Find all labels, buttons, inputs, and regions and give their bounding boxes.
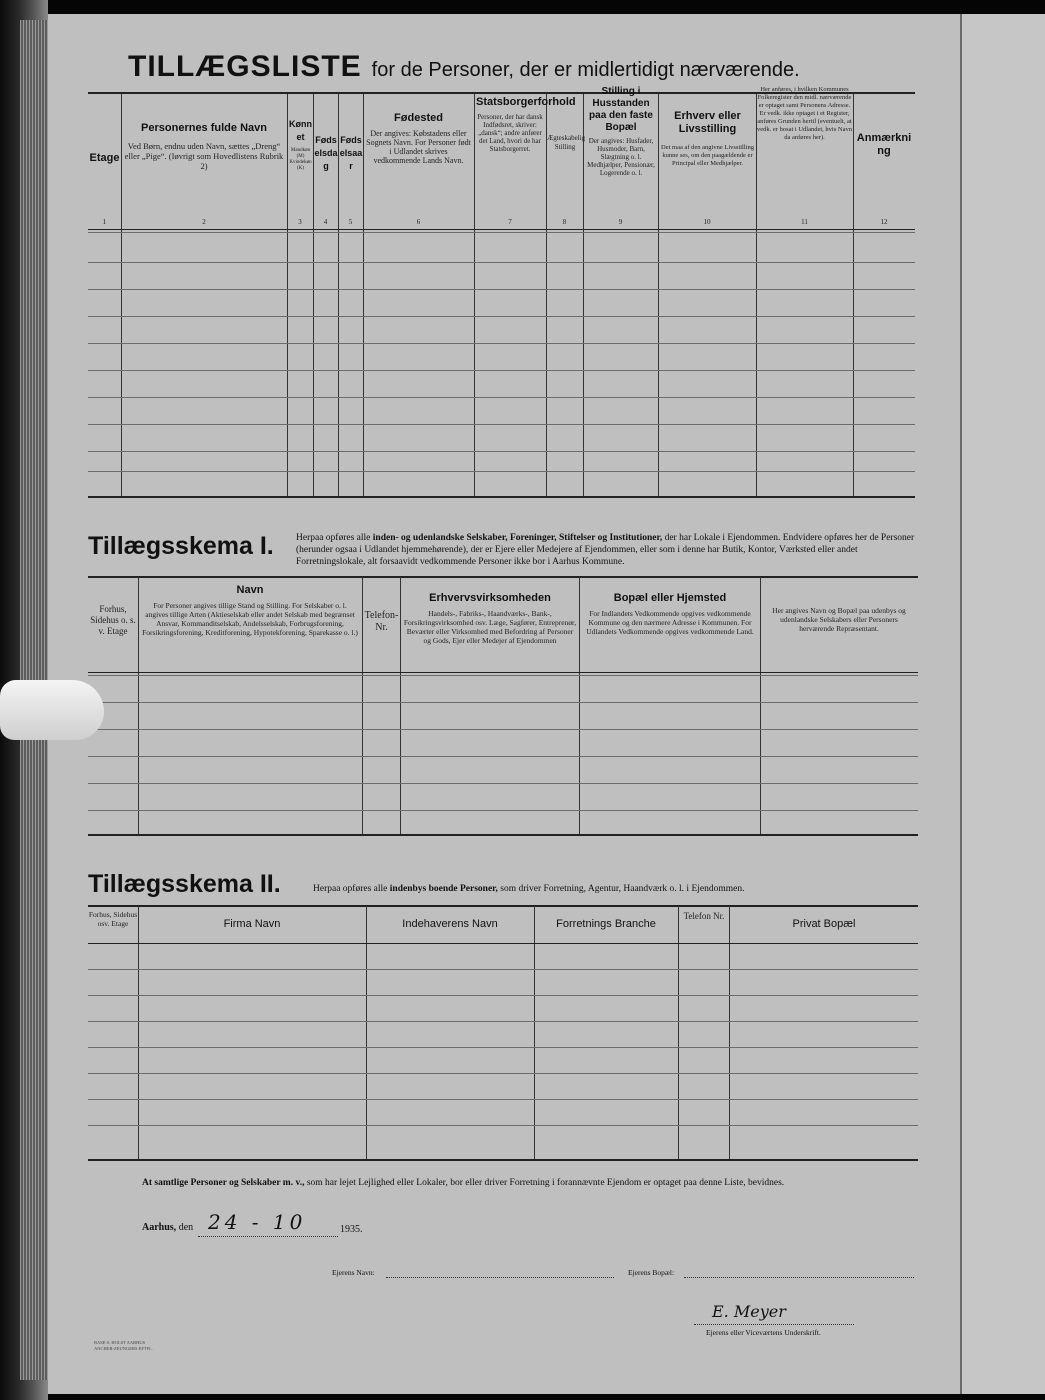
col-citizenship-header: Statsborgerforhold Personer, der har dansk Indfødsret, skriver: „dansk“; andre anfører det Land, hvori de har Statsborgerret. — [476, 96, 576, 153]
skema-2-heading: Tillægsskema II. — [88, 870, 281, 898]
finger-holding-page — [0, 680, 104, 740]
s2-col-indehaver: Indehaverens Navn — [402, 918, 498, 930]
col-num: 7 — [508, 218, 512, 226]
s1-col-navn: Navn For Personer angives tillige Stand og Stilling. For Selskaber o. l. angives tillige Arten (Aktieselskab eller andet Selskab med begrænset Ansvar, Kommanditselskab, Andelsselskab, Forbrugsforening, Forsikringsforening, Kreditforening, Hypotekforening, Sparekasse o. l.) — [142, 584, 358, 637]
s1-col-bopael: Bopæl eller Hjemsted For Indlandets Vedkommende opgives vedkommende Kommune og den nærmere Adresse i Kommunen. For Udlandets Vedkommende opgives vedkommende Land. — [586, 592, 754, 636]
col-occupation-header: Erhverv eller Livsstilling Det maa af den angivne Livsstilling kunne ses, om den paagældende er Principal eller Medhjælper. — [661, 110, 754, 167]
col-num: 5 — [348, 218, 353, 226]
s2-col-telefon: Telefon Nr. — [683, 911, 725, 921]
form-page — [48, 14, 960, 1394]
owner-address-label: Ejerens Bopæl: — [628, 1268, 675, 1277]
s1-col-repr: Her angives Navn og Bopæl paa udenbys og udenlandske Selskabers eller Personers herværende Repræsentant. — [772, 606, 906, 633]
owner-name-label: Ejerens Navn: — [332, 1268, 375, 1277]
col-num: 9 — [618, 218, 623, 226]
col-marital-header: Ægteskabelig Stilling — [547, 134, 586, 151]
s1-col-etage: Forhus, Sidehus o. s. v. Etage — [90, 604, 136, 636]
s1-col-erhverv: Erhvervsvirksomheden Handels-, Fabriks-, Haandværks-, Bank-, Forsikringsvirksomhed osv. Læge, Sagfører, Entreprenør, Beværter eller Virksomhed med Befordring af Personer og Gods, Ejer eller Medejer af Ejendommen — [403, 592, 577, 645]
skema-2-text: Herpaa opføres alle indenbys boende Personer, som driver Forretning, Agentur, Haandværk o. l. i Ejendommen. — [313, 884, 745, 894]
col-num: 12 — [880, 218, 888, 226]
col-num: 11 — [801, 218, 808, 226]
title-main: TILLÆGSLISTE — [128, 50, 362, 83]
col-num: 10 — [703, 218, 711, 226]
col-num: 3 — [298, 218, 302, 226]
skema-1-heading: Tillægsskema I. — [88, 532, 274, 560]
col-remark-header: Anmærkning — [856, 132, 912, 157]
signature-handwritten: E. Meyer — [712, 1302, 786, 1321]
col-birthyear-header: Fødselsaar — [339, 135, 363, 171]
year: 1935. — [340, 1224, 363, 1235]
printer-mark: BASE S. HOLST AARHUS ANCHER-ZEUNGERS EFTFL. — [94, 1340, 154, 1351]
col-name-header: Personernes fulde Navn Ved Børn, endnu uden Navn, sættes „Dreng“ eller „Pige“. (Iøvrigt som Hovedlistens Rubrik 2) — [124, 122, 284, 171]
s1-col-telefon: Telefon-Nr. — [364, 610, 399, 633]
col-num: 4 — [323, 218, 328, 226]
date-handwritten: 24 - 10 — [208, 1210, 307, 1234]
col-address-header: Her anføres, i hvilken Kommunes Folkeregister den midl. nærværende er optaget samt Personens Adresse. Er vedk. ikke optaget i et Register, anføres Grunden hertil (eventuelt, at vedk. er bosat i Udlandet, hvis Navn da anføres her). — [757, 86, 852, 141]
signature-label: Ejerens eller Viceværtens Underskrift. — [706, 1328, 821, 1337]
skema-1-text: Herpaa opføres alle inden- og udenlandske Selskaber, Foreninger, Stiftelser og Institutioner, der har Lokale i Ejendommen. Endvidere opføres her de Personer (herunder ogsaa i Udlandet hjemmehørende), der er Ejere eller Medejere af Ejendommen, eller som i denne har Butik, Kontor, Værksted eller andet Forretningslokale, alt forsaavidt vedkommende Personer ikke bor i Aarhus Kommune. — [296, 533, 915, 567]
col-num: 8 — [562, 218, 567, 226]
date-line: Aarhus, den — [142, 1222, 194, 1233]
col-num: 2 — [202, 218, 206, 226]
col-household-header: Stilling i Husstanden paa den faste Bopæl Der angives: Husfader, Husmoder, Barn, Slægtning o. l. Medhjælper, Pensionær, Logerende o. l. — [587, 86, 655, 177]
attestation-text: At samtlige Personer og Selskaber m. v., som har lejet Lejlighed eller Lokaler, bor eller driver Forretning i forannævnte Ejendom er optaget paa denne Liste, bevidnes. — [142, 1178, 785, 1188]
title-rest: for de Personer, der er midlertidigt nærværende. — [371, 59, 800, 81]
s2-col-branche: Forretnings Branche — [556, 918, 656, 930]
col-birthplace-header: Fødested Der angives: Købstadens eller Sognets Navn. For Personer født i Udlandet skrives vedkommende Lands Navn. — [366, 112, 471, 165]
col-num: 6 — [416, 218, 421, 226]
col-birthday-header: Fødselsdag — [314, 135, 338, 171]
s2-col-bopael: Privat Bopæl — [792, 918, 856, 930]
s2-col-etage: Forhus, Sidehus osv. Etage — [88, 910, 138, 928]
col-num: 1 — [102, 218, 107, 226]
page-title — [128, 50, 928, 84]
col-etage-header: Etage — [89, 152, 120, 164]
col-gender-header: Kønnet Mandkøn (M) Kvindekøn (K) — [289, 119, 312, 171]
next-page-edge — [960, 14, 1045, 1394]
s2-col-firma: Firma Navn — [223, 918, 281, 930]
